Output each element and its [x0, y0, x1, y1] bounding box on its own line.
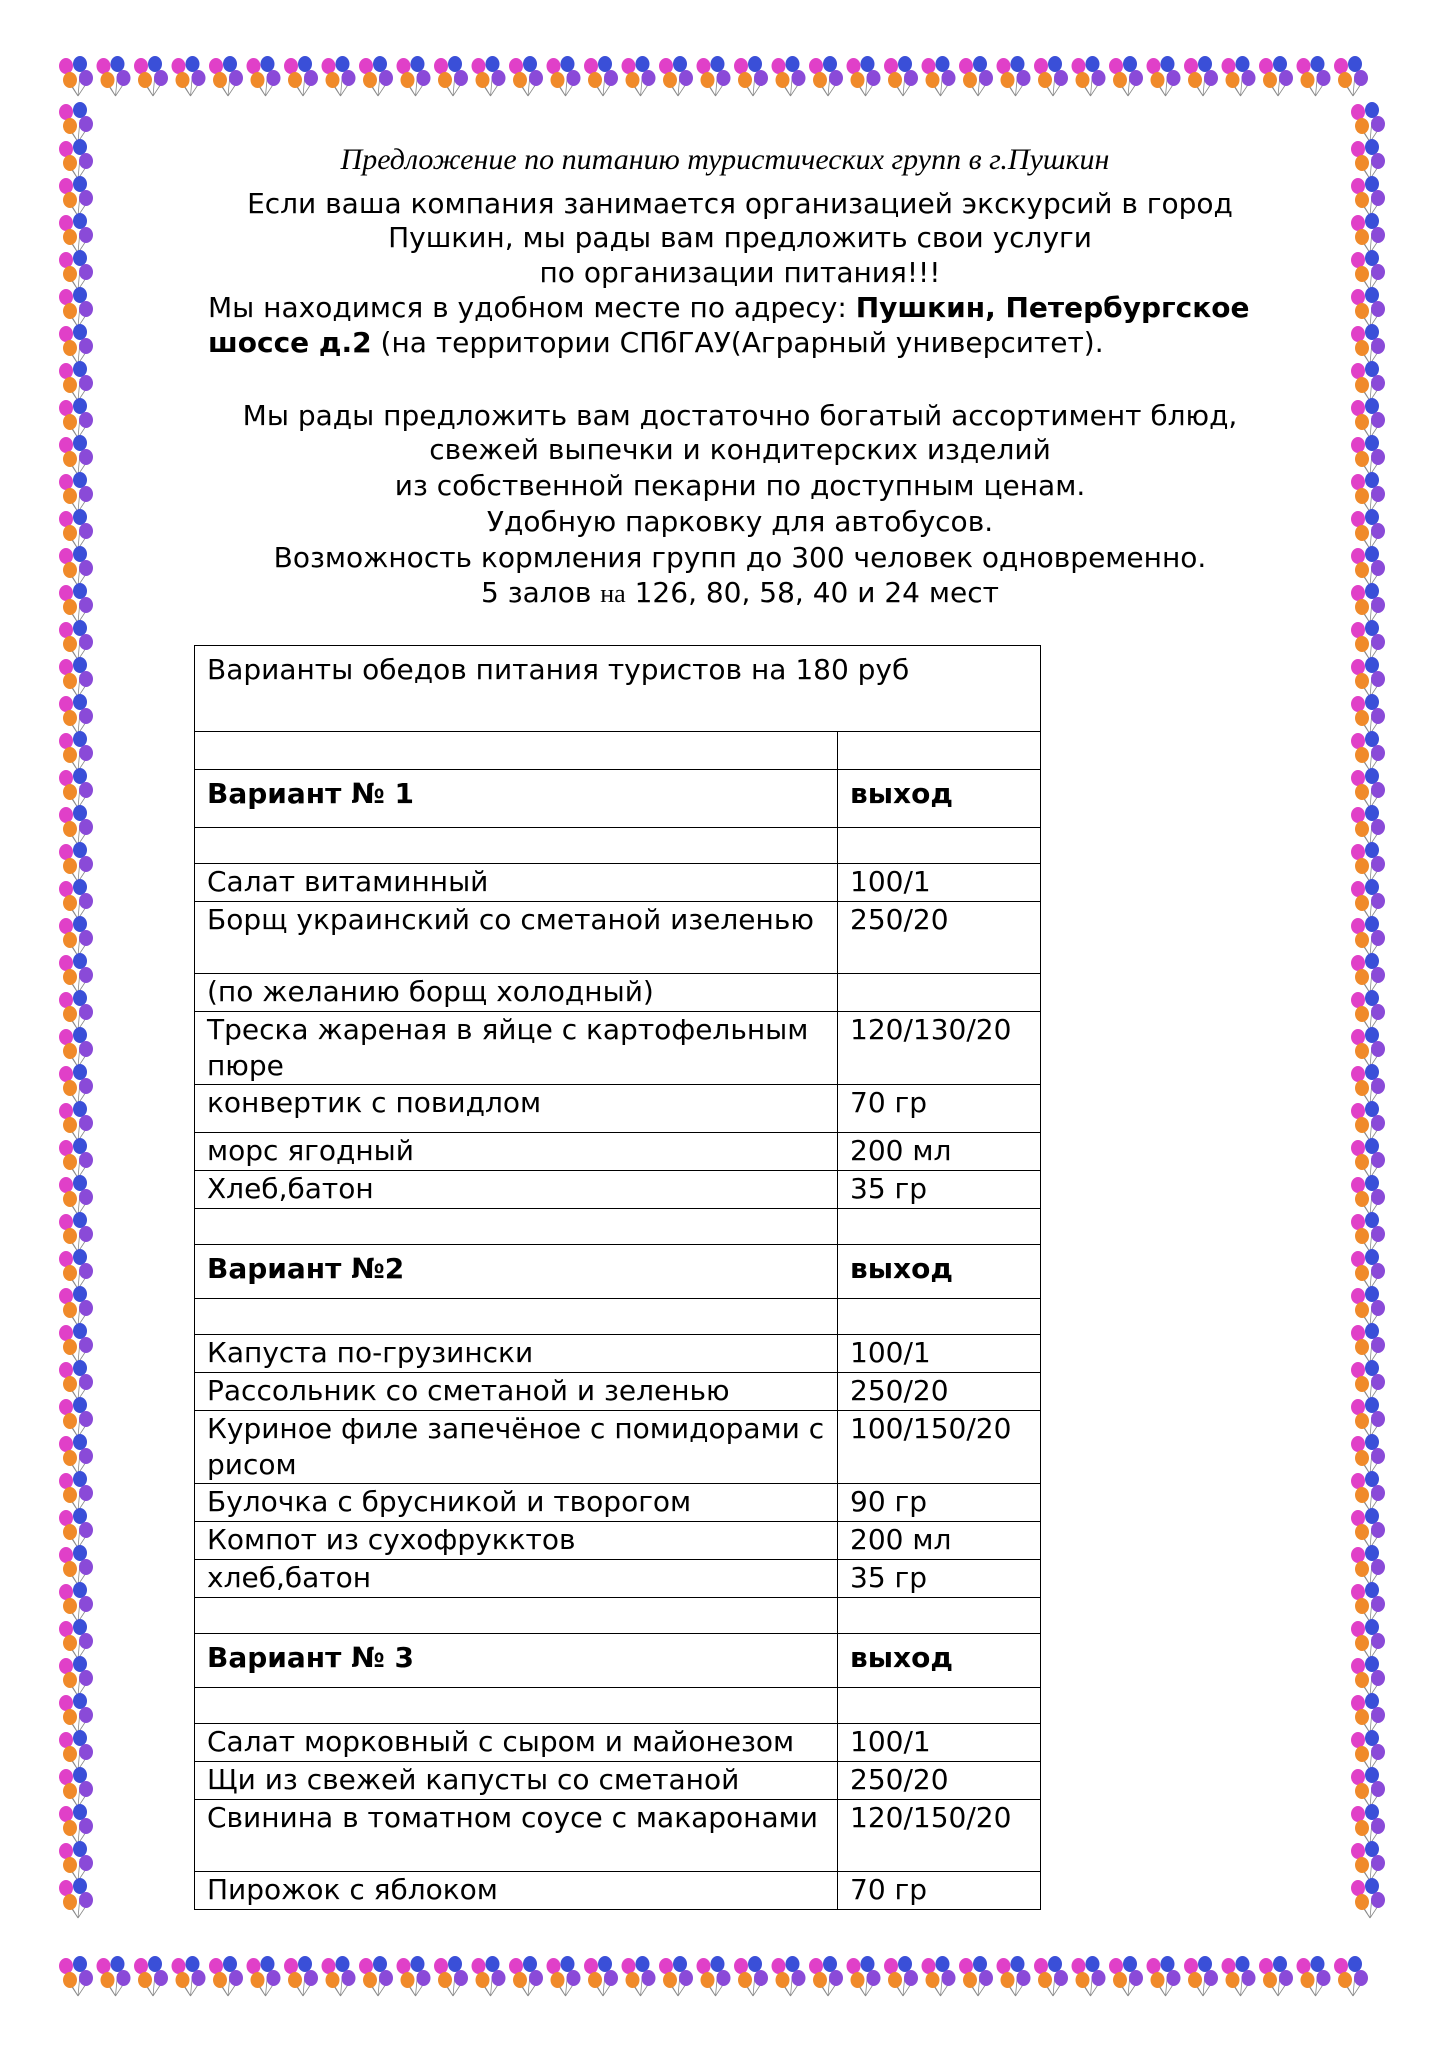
dish-yield: [838, 974, 1041, 1012]
offer-line-3: из собственной пекарни по доступным ценам.: [394, 469, 1086, 502]
table-row: [195, 1634, 1041, 1688]
dish-name: Капуста по-грузински: [195, 1335, 838, 1373]
dish-name: [195, 828, 838, 864]
dish-yield: 250/20: [838, 902, 1041, 974]
dish-yield: 70 гр: [838, 1085, 1041, 1133]
table-row: [195, 1085, 1041, 1133]
table-row: [195, 732, 1041, 770]
offer-line-4: Удобную парковку для автобусов.: [486, 505, 994, 538]
offer-line-6: [210, 575, 1270, 612]
table-header-row: [195, 646, 1041, 732]
dish-yield: 200 мл: [838, 1522, 1041, 1560]
dish-yield: [838, 732, 1041, 770]
dish-name: Хлеб,батон: [195, 1171, 838, 1209]
offer-line-5: Возможность кормления групп до 300 человек одновременно.: [273, 541, 1207, 574]
table-row: [195, 1171, 1041, 1209]
variant-heading: Вариант № 1: [195, 770, 838, 828]
table-row: [195, 1373, 1041, 1411]
table-row: [195, 1245, 1041, 1299]
dish-name: Треска жареная в яйце с картофельным пюре: [195, 1012, 838, 1085]
table-row: [195, 828, 1041, 864]
table-row: [195, 1872, 1041, 1910]
table-row: [195, 1522, 1041, 1560]
table-row: [195, 1411, 1041, 1484]
table-row: [195, 1299, 1041, 1335]
dish-name: Салат морковный с сыром и майонезом: [195, 1724, 838, 1762]
table-row: [195, 1209, 1041, 1245]
dish-name: Компот из сухофрукктов: [195, 1522, 838, 1560]
offer-line-6a: 5 залов: [481, 576, 601, 609]
intro-line-2: Пушкин, мы рады вам предложить свои услуги: [388, 221, 1092, 254]
dish-name: хлеб,батон: [195, 1560, 838, 1598]
address-suffix: (на территории СПбГАУ(Аграрный университет).: [371, 326, 1104, 359]
dish-yield: 35 гр: [838, 1171, 1041, 1209]
dish-name: конвертик с повидлом: [195, 1085, 838, 1133]
dish-yield: [838, 1598, 1041, 1634]
table-row: [195, 1484, 1041, 1522]
dish-name: Салат витаминный: [195, 864, 838, 902]
dish-yield: 250/20: [838, 1373, 1041, 1411]
dish-yield: 100/1: [838, 1724, 1041, 1762]
address-line-2: [208, 325, 1104, 361]
dish-name: Щи из свежей капусты со сметаной: [195, 1762, 838, 1800]
dish-name: [195, 732, 838, 770]
table-row: [195, 1598, 1041, 1634]
address-bold-2: шоссе д.2: [208, 326, 372, 359]
dish-yield: 200 мл: [838, 1133, 1041, 1171]
dish-name: Рассольник со сметаной и зеленью: [195, 1373, 838, 1411]
table-row: [195, 1762, 1041, 1800]
dish-name: (по желанию борщ холодный): [195, 974, 838, 1012]
dish-name: морс ягодный: [195, 1133, 838, 1171]
offer-line-1: Мы рады предложить вам достаточно богатый ассортимент блюд,: [242, 399, 1238, 432]
dish-yield: 120/130/20: [838, 1012, 1041, 1085]
dish-name: Свинина в томатном соусе с макаронами: [195, 1800, 838, 1872]
dish-yield: 100/150/20: [838, 1411, 1041, 1484]
table-row: [195, 1335, 1041, 1373]
address-line-1: [208, 290, 1249, 326]
variant-heading: Вариант №2: [195, 1245, 838, 1299]
table-row: [195, 902, 1041, 974]
variant-heading: Вариант № 3: [195, 1634, 838, 1688]
yield-heading: выход: [838, 1245, 1041, 1299]
dish-yield: [838, 1299, 1041, 1335]
table-row: [195, 1800, 1041, 1872]
dish-name: Пирожок с яблоком: [195, 1872, 838, 1910]
dish-name: [195, 1688, 838, 1724]
dish-name: Куриное филе запечёное с помидорами с рисом: [195, 1411, 838, 1484]
dish-yield: 70 гр: [838, 1872, 1041, 1910]
dish-yield: 35 гр: [838, 1560, 1041, 1598]
offer-line-2: свежей выпечки и кондитерских изделий: [429, 433, 1051, 466]
dish-name: Булочка с брусникой и творогом: [195, 1484, 838, 1522]
document-title: Предложение по питанию туристических групп в г.Пушкин: [340, 143, 1110, 176]
dish-name: [195, 1209, 838, 1245]
address-bold-1: Пушкин, Петербургское: [855, 291, 1250, 324]
dish-name: Борщ украинский со сметаной изеленью: [195, 902, 838, 974]
offer-line-6b: на: [600, 579, 626, 608]
table-row: [195, 864, 1041, 902]
intro-line-1: Если ваша компания занимается организацией экскурсий в город: [247, 187, 1233, 220]
dish-yield: [838, 828, 1041, 864]
table-header: Варианты обедов питания туристов на 180 руб: [195, 646, 1041, 732]
table-row: [195, 1133, 1041, 1171]
yield-heading: выход: [838, 1634, 1041, 1688]
address-prefix: Мы находимся в удобном месте по адресу:: [208, 291, 856, 324]
table-row: [195, 974, 1041, 1012]
table-row: [195, 1724, 1041, 1762]
offer-line-6c: 126, 80, 58, 40 и 24 мест: [625, 576, 999, 609]
dish-yield: [838, 1688, 1041, 1724]
intro-line-3: по организации питания!!!: [539, 256, 941, 289]
table-row: [195, 1688, 1041, 1724]
table-row: [195, 1560, 1041, 1598]
dish-yield: 90 гр: [838, 1484, 1041, 1522]
dish-yield: 120/150/20: [838, 1800, 1041, 1872]
menu-table: [194, 645, 1041, 1910]
table-row: [195, 1012, 1041, 1085]
dish-yield: 100/1: [838, 864, 1041, 902]
dish-name: [195, 1299, 838, 1335]
table-row: [195, 770, 1041, 828]
dish-yield: 100/1: [838, 1335, 1041, 1373]
yield-heading: выход: [838, 770, 1041, 828]
dish-yield: [838, 1209, 1041, 1245]
dish-name: [195, 1598, 838, 1634]
dish-yield: 250/20: [838, 1762, 1041, 1800]
